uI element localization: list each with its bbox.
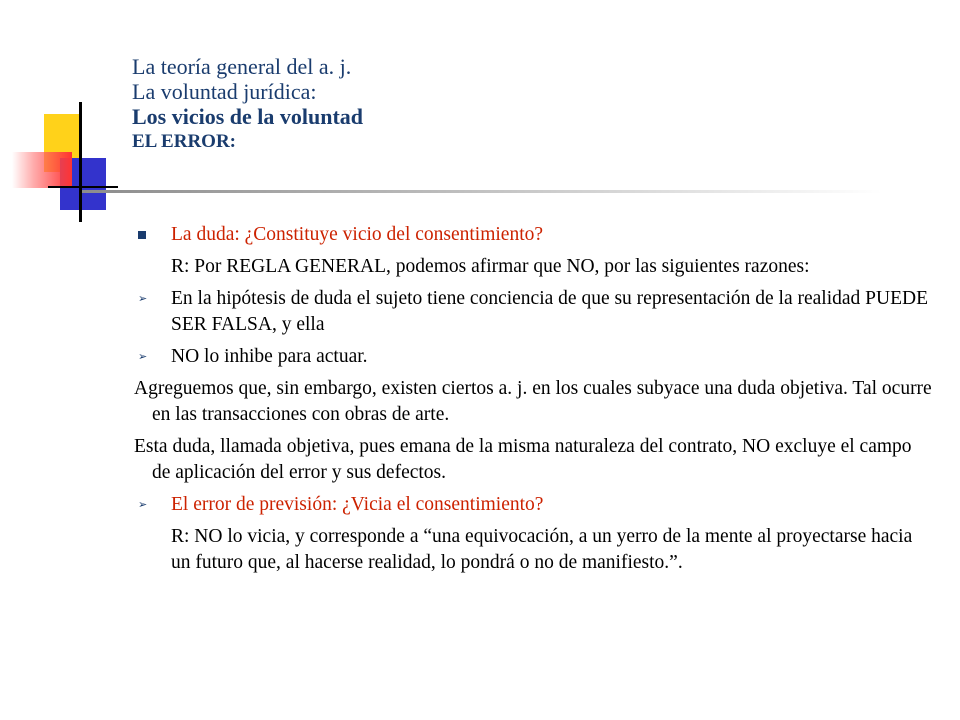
paragraph-esta-duda: Esta duda, llamada objetiva, pues emana de la misma naturaleza del contrato, NO excluye el campo de aplicación del error y sus defectos. (134, 436, 912, 483)
title-line-3: Los vicios de la voluntad (132, 104, 364, 129)
arrow-2-text: NO lo inhibe para actuar. (171, 346, 368, 367)
arrow-3-text: El error de previsión: ¿Vicia el consentimiento? (171, 494, 544, 515)
arrow-bullet-icon: ➢ (138, 350, 148, 363)
title-line-2: La voluntad jurídica: (132, 79, 317, 104)
item-duda-text: La duda: ¿Constituye vicio del consentimiento? (171, 224, 544, 245)
list-item-duda (134, 222, 934, 248)
logo-vertical-line (79, 102, 82, 222)
answer-duda: R: Por REGLA GENERAL, podemos afirmar que NO, por las siguientes razones: (171, 256, 810, 277)
arrow-bullet-icon: ➢ (138, 292, 148, 305)
arrow-bullet-icon: ➢ (138, 498, 148, 511)
logo-horizontal-line (48, 186, 118, 188)
list-item-arrow-2 (134, 344, 934, 370)
square-bullet-icon (138, 231, 146, 239)
title-line-1: La teoría general del a. j. (132, 54, 352, 79)
answer-prevision: R: NO lo vicia, y corresponde a “una equivocación, a un yerro de la mente al proyectarse hacia un futuro que, al hacerse realidad, lo pondrá o no de manifiesto.”. (171, 526, 913, 573)
decorative-logo (0, 0, 130, 230)
slide-title (132, 54, 932, 154)
logo-red-gradient (12, 152, 72, 188)
paragraph-agreguemos: Agreguemos que, sin embargo, existen ciertos a. j. en los cuales subyace una duda objetiva. Tal ocurre en las transacciones con obras de arte. (134, 378, 932, 425)
title-line-4: EL ERROR: (132, 131, 236, 152)
slide-body (134, 222, 934, 582)
list-item-arrow-1 (134, 286, 934, 338)
arrow-1-text: En la hipótesis de duda el sujeto tiene conciencia de que su representación de la realidad PUEDE SER FALSA, y ella (171, 288, 928, 335)
title-divider (82, 190, 882, 193)
list-item-arrow-3 (134, 492, 934, 518)
